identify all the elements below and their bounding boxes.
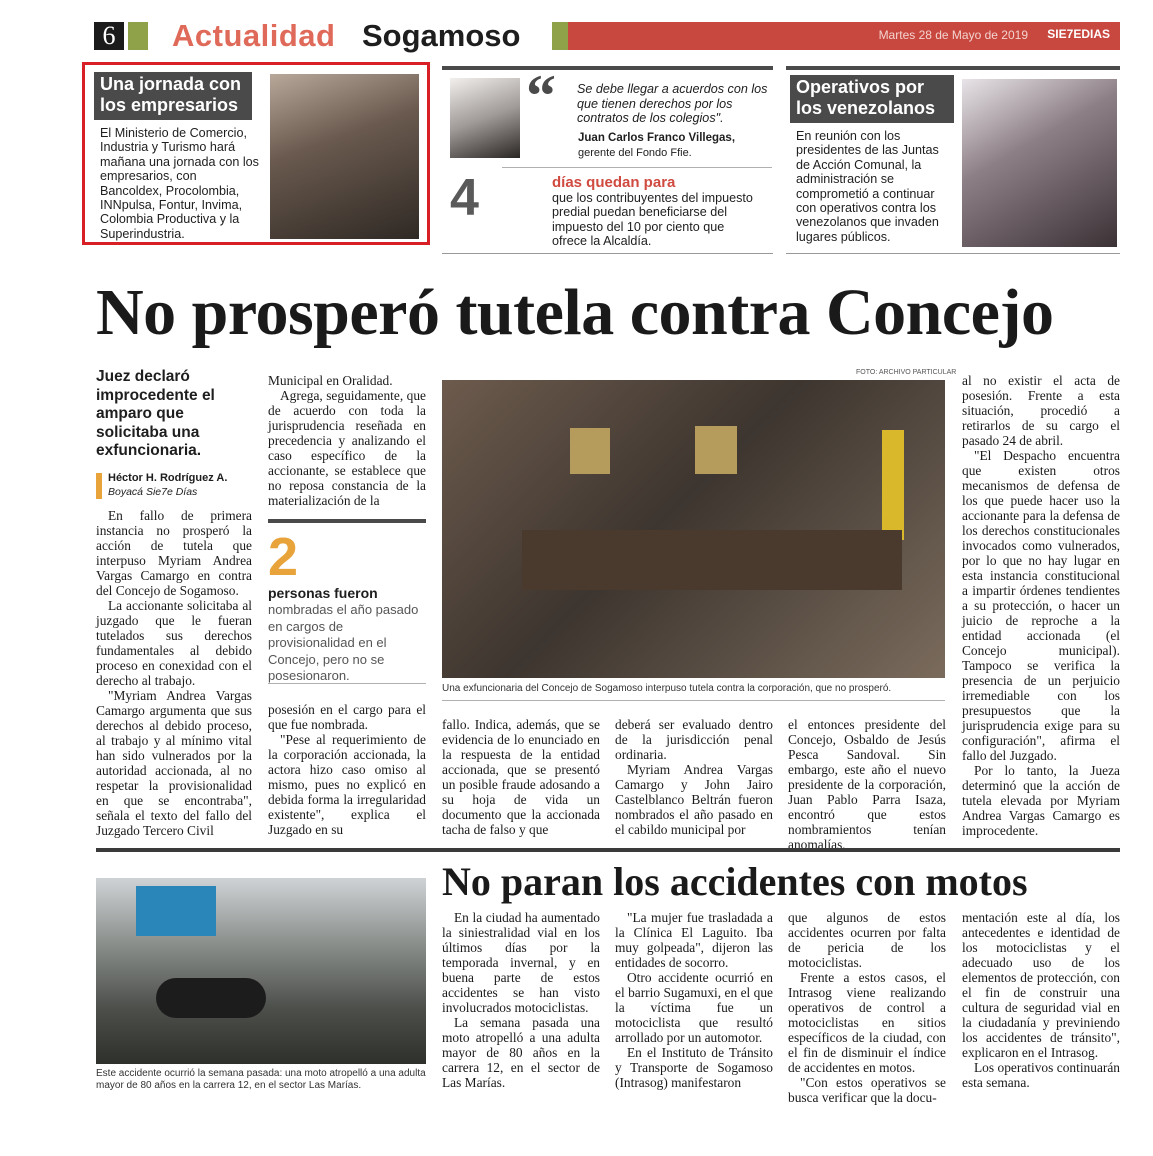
paragraph: La accionante solicitaba al juzgado que le fueran tutelados sus derechos fundamentales al debido proceso en conexidad con el derecho al trabajo. bbox=[96, 598, 252, 688]
headline-motos: No paran los accidentes con motos bbox=[442, 859, 1028, 904]
paragraph: Municipal en Oralidad. bbox=[268, 373, 393, 388]
author-name: Héctor H. Rodríguez A. bbox=[108, 472, 228, 484]
quote-role: gerente del Fondo Ffie. bbox=[578, 147, 692, 159]
paragraph: "Myriam Andrea Vargas Camargo argumenta que sus derechos al debido proceso, al trabajo y al mínimo vital han sido vulnerados por la autoridad accionada, al no respetar la provisionalidad en que se encontraba", señala el texto del fallo del Juzgado Tercero Civil bbox=[96, 688, 252, 838]
header-date: Martes 28 de Mayo de 2019 bbox=[878, 28, 1028, 42]
page-number: 6 bbox=[94, 22, 124, 50]
caption-rule bbox=[442, 700, 945, 701]
page-header bbox=[92, 20, 1120, 54]
header-green-strip bbox=[128, 22, 148, 50]
stat-number: 4 bbox=[450, 169, 479, 227]
author-marker bbox=[96, 473, 102, 499]
teaser-text: El Ministerio de Comercio, Industria y Turismo hará mañana una jornada con los empresarios, con Bancoldex, Procolombia, INNpulsa, Fontur, Invima, Colombia Productiva y la Superindustria. bbox=[100, 126, 259, 241]
header-bar-edge bbox=[552, 22, 568, 50]
paragraph: Los operativos continuarán esta semana. bbox=[962, 1060, 1120, 1090]
paragraph: que algunos de estos accidentes ocurren por falta de pericia de los motociclistas. bbox=[788, 910, 946, 970]
paragraph: "Pese al requerimiento de la corporación accionada, la actora hizo caso omiso al mismo, pues no explicó en debida forma la irregularidad existente", explica el Juzgado en su bbox=[268, 732, 426, 837]
article-subhead: Juez declaró improcedente el amparo que solicitaba una exfuncionaria. bbox=[96, 368, 215, 459]
paragraph: "El Despacho encuentra que existen otros mecanismos de defensa de los que puede hacer uso la accionante para la defensa de los derechos constitucionales invocados como vulnerados, por lo que no hay lugar en esta instancia constitucional a impartir órdenes tendientes a su protección, o hacer un juicio de reproche a la entidad accionada (el Concejo municipal). Tampoco se verifica la presencia de un perjuicio irremediable con los presupuestos que la jurisprudencia exige para su configuración", afirma el fallo del Juzgado. bbox=[962, 448, 1120, 763]
article1-col4 bbox=[615, 717, 773, 837]
paragraph: posesión en el cargo para el que fue nombrada. bbox=[268, 702, 426, 732]
accident-photo bbox=[96, 878, 426, 1064]
teaser-empresarios[interactable] bbox=[82, 62, 430, 245]
paragraph: La semana pasada una moto atropelló a una adulta mayor de 80 años en la carrera 12, en el sector de Las Marías. bbox=[442, 1015, 600, 1090]
brand-logo: SIE7EDIAS bbox=[1047, 27, 1110, 41]
photo-flag bbox=[882, 430, 904, 540]
headline-tutela: No prosperó tutela contra Concejo bbox=[96, 276, 1054, 349]
article1-col3 bbox=[442, 717, 600, 837]
article2-col1 bbox=[442, 910, 600, 1090]
article1-col2-top bbox=[268, 373, 426, 508]
teaser-title: Una jornada con los empresarios bbox=[94, 72, 252, 120]
article1-col5 bbox=[788, 717, 946, 852]
article2-col3 bbox=[788, 910, 946, 1105]
quote-mark-icon: “ bbox=[526, 63, 556, 129]
teaser-text: En reunión con los presidentes de las Juntas de Acción Comunal, la administración se comprometió a continuar con operativos contra los venezolanos que invaden lugares públicos. bbox=[796, 129, 939, 244]
stat-head: días quedan para bbox=[552, 174, 676, 191]
paragraph: En fallo de primera instancia no prosperó la acción de tutela que interpuso Myriam Andrea Vargas Camargo en contra del Concejo de Sogamoso. bbox=[96, 508, 252, 598]
article1-col1 bbox=[96, 508, 252, 838]
article2-col4 bbox=[962, 910, 1120, 1090]
photo-credit: FOTO: ARCHIVO PARTICULAR bbox=[856, 369, 957, 376]
paragraph: mentación este al día, los antecedentes e identidad de los motociclistas y el adecuado uso de los elementos de protección, con el fin de construir una cultura de seguridad vial en la ciudadanía y previniendo los accidentes de tránsito", explicaron en el Intrasog. bbox=[962, 910, 1120, 1060]
highlight-rule bbox=[268, 519, 426, 523]
quote-text: Se debe llegar a acuerdos con los que tienen derechos por los contratos de los colegios". bbox=[577, 82, 768, 126]
highlight-bottom-rule bbox=[268, 683, 426, 684]
paragraph: Myriam Andrea Vargas Camargo y John Jairo Castelblanco Beltrán fueron nombrados el año pasado en el cabildo municipal por bbox=[615, 762, 773, 837]
paragraph: En el Instituto de Tránsito y Transporte de Sogamoso (Intrasog) manifestaron bbox=[615, 1045, 773, 1090]
section-city: Sogamoso bbox=[362, 18, 521, 53]
paragraph: Otro accidente ocurrió en el barrio Sugamuxi, en el que la víctima fue un motociclista que resultó arrollado por un automotor. bbox=[615, 970, 773, 1045]
article1-col2-bottom bbox=[268, 702, 426, 837]
paragraph: el entonces presidente del Concejo, Osbaldo de Jesús Pesca Sandoval. Sin embargo, este año el nuevo presidente de la corporación, Juan Pablo Parra Isaza, encontró que estos nombramientos tenían anomalías, bbox=[788, 717, 946, 852]
photo-desk bbox=[522, 530, 902, 590]
teaser-operativos[interactable] bbox=[786, 66, 1120, 254]
highlight-number: 2 bbox=[268, 527, 299, 587]
quote-author: Juan Carlos Franco Villegas, bbox=[578, 132, 736, 144]
section-title: Actualidad bbox=[172, 18, 336, 53]
article1-col6 bbox=[962, 373, 1120, 838]
paragraph: Frente a estos casos, el Intrasog viene realizando operativos de control a motociclistas en sitios específicos de la ciudad, con el fin de disminuir el índice de accidentes en motos. bbox=[788, 970, 946, 1075]
paragraph: En la ciudad ha aumentado la siniestralidad vial en los últimos días por la temporada invernal, y en buena parte de estos accidentes se han visto involucrados motociclistas. bbox=[442, 910, 600, 1015]
photo-portrait-frame bbox=[695, 426, 737, 474]
paragraph: "La mujer fue trasladada a la Clínica El Laguito. Iba muy golpeada", dijeron las entidades de socorro. bbox=[615, 910, 773, 970]
highlight-text: nombradas el año pasado en cargos de provisionalidad en el Concejo, pero no se posesionaron. bbox=[268, 602, 419, 683]
paragraph: al no existir el acta de posesión. Frente a esta situación, procedió a retirarlos de su cargo el pasado 24 de abril. bbox=[962, 373, 1120, 448]
paragraph: Agrega, seguidamente, que de acuerdo con toda la jurisprudencia reseñada en precedencia y analizando el caso específico de la accionante, se establece que no reposa constancia de la materialización de la bbox=[268, 388, 426, 508]
teaser-quote-block bbox=[442, 63, 773, 254]
photo-caption: Una exfuncionaria del Concejo de Sogamoso interpuso tutela contra la corporación, que no prosperó. bbox=[442, 683, 892, 694]
paragraph: "Con estos operativos se busca verificar que la docu- bbox=[788, 1075, 946, 1105]
photo-bus bbox=[136, 886, 216, 936]
article2-col2 bbox=[615, 910, 773, 1090]
author-outlet: Boyacá Sie7e Días bbox=[108, 486, 198, 498]
article-divider bbox=[96, 848, 1120, 852]
quote-divider bbox=[502, 167, 772, 168]
paragraph: deberá ser evaluado dentro de la jurisdicción penal ordinaria. bbox=[615, 717, 773, 762]
accident-photo-caption: Este accidente ocurrió la semana pasada: una moto atropelló a una adulta mayor de 80 años en la carrera 12, en el sector Las Marías. bbox=[96, 1068, 426, 1091]
photo-motorcycle bbox=[156, 978, 266, 1018]
header-red-bar bbox=[552, 22, 1120, 50]
teaser-photo-fair bbox=[270, 74, 419, 239]
teaser-title: Operativos por los venezolanos bbox=[790, 75, 954, 123]
highlight-head: personas fueron bbox=[268, 585, 378, 601]
teaser-photo-meeting bbox=[962, 79, 1117, 247]
quote-portrait bbox=[450, 78, 520, 158]
paragraph: Por lo tanto, la Jueza determinó que la acción de tutela elevada por Myriam Andrea Vargas Camargo es improcedente. bbox=[962, 763, 1120, 838]
council-session-photo bbox=[442, 380, 945, 678]
photo-portrait-frame bbox=[570, 428, 610, 474]
stat-text: que los contribuyentes del impuesto predial puedan beneficiarse del impuesto del 10 por ciento que ofrece la Alcaldía. bbox=[552, 191, 753, 249]
paragraph: fallo. Indica, además, que se evidencia de lo enunciado en la respuesta de la entidad accionada, que se presentó un posible fraude adosando a su hoja de vida un documento que la accionada tacha de falso y que bbox=[442, 717, 600, 837]
